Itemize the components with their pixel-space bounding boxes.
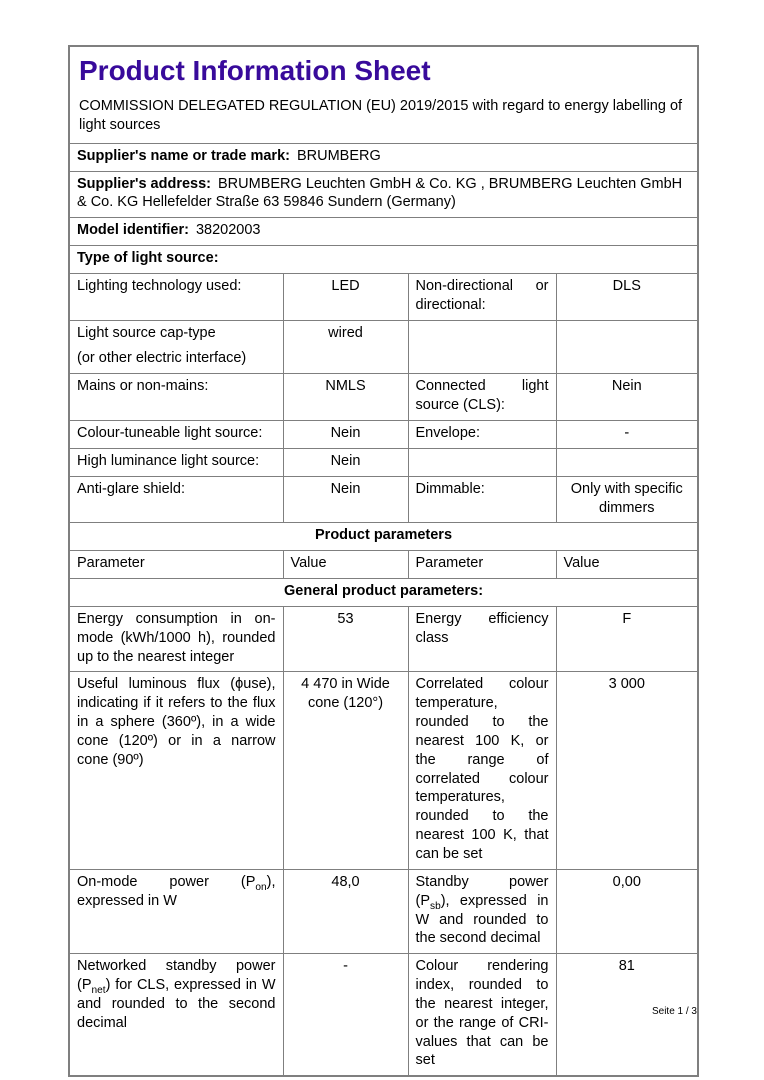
table-row: [69, 420, 698, 448]
value-cell: 0,00: [556, 869, 698, 953]
page-title: Product Information Sheet: [79, 55, 431, 86]
param-cell: Colour-tuneable light source:: [69, 420, 283, 448]
product-parameters-header-row: [69, 523, 698, 551]
param-text: ), expressed in W and rounded to the second decimal: [415, 892, 549, 947]
param-line-1: Light source cap-type: [77, 324, 216, 341]
table-row: [69, 606, 698, 672]
type-of-light-source-row: [69, 246, 698, 274]
param-cell: High luminance light source:: [69, 448, 283, 476]
value-cell: Nein: [283, 448, 408, 476]
value-cell: 4 470 in Wide cone (120°): [283, 672, 408, 869]
param-cell: Mains or non-mains:: [69, 374, 283, 421]
value-cell: NMLS: [283, 374, 408, 421]
model-identifier-cell: [69, 218, 698, 246]
general-parameters-header-row: [69, 579, 698, 607]
column-header-parameter-1: Parameter: [69, 551, 283, 579]
table-row: [69, 448, 698, 476]
param-text: Networked standby power (P: [77, 958, 276, 994]
param-cell: Dimmable:: [408, 476, 556, 523]
param-text: ) for CLS, expressed in W and rounded to the second decimal: [77, 977, 276, 1031]
table-row: [69, 869, 698, 953]
supplier-name-value: BRUMBERG: [296, 147, 381, 164]
param-subscript: sb: [430, 900, 441, 912]
param-subscript: net: [91, 984, 106, 996]
column-header-parameter-2: Parameter: [408, 551, 556, 579]
param-cell: Energy consumption in on-mode (kWh/1000 h), rounded up to the nearest integer: [69, 606, 283, 672]
regulation-subtitle: COMMISSION DELEGATED REGULATION (EU) 2019/2015 with regard to energy labelling of light sources: [79, 98, 683, 133]
title-row: [69, 46, 698, 143]
table-row: [69, 273, 698, 320]
product-info-table: [68, 45, 699, 1077]
value-cell: -: [283, 954, 408, 1077]
value-cell: DLS: [556, 273, 698, 320]
param-cell: Envelope:: [408, 420, 556, 448]
param-cell: Energy efficiency class: [408, 606, 556, 672]
type-of-light-source-heading: Type of light source:: [77, 250, 219, 267]
model-identifier-label: Model identifier:: [77, 222, 189, 239]
supplier-address-label: Supplier's address:: [77, 175, 211, 192]
value-cell: Nein: [283, 420, 408, 448]
value-cell: [556, 448, 698, 476]
param-cell: Useful luminous flux (ϕuse), indicating if it refers to the flux in a sphere (360º), in a wide cone (120º) or in a narrow cone (90º): [69, 672, 283, 869]
value-cell: Nein: [556, 374, 698, 421]
param-cell: Lighting technology used:: [69, 273, 283, 320]
column-header-value-1: Value: [283, 551, 408, 579]
value-cell: Nein: [283, 476, 408, 523]
supplier-name-row: [69, 143, 698, 171]
param-cell: Connected light source (CLS):: [408, 374, 556, 421]
param-cell: Colour rendering index, rounded to the nearest integer, or the range of CRI-values that can be set: [408, 954, 556, 1077]
title-cell: [69, 46, 698, 143]
param-cell: [69, 320, 283, 374]
supplier-address-cell: [69, 171, 698, 218]
param-subscript: on: [255, 881, 267, 893]
product-parameters-heading: Product parameters: [69, 523, 698, 551]
param-cell: Anti-glare shield:: [69, 476, 283, 523]
param-line-2: (or other electric interface): [77, 350, 247, 367]
param-cell: Non-directional or directional:: [408, 273, 556, 320]
value-cell: -: [556, 420, 698, 448]
param-cell: [408, 869, 556, 953]
table-row: [69, 374, 698, 421]
column-headers-row: [69, 551, 698, 579]
value-cell: F: [556, 606, 698, 672]
table-row: [69, 672, 698, 869]
general-parameters-heading: General product parameters:: [69, 579, 698, 607]
param-cell: [408, 448, 556, 476]
param-cell: [69, 869, 283, 953]
table-row: [69, 320, 698, 374]
table-row: [69, 476, 698, 523]
value-cell: 3 000: [556, 672, 698, 869]
value-cell: Only with specific dimmers: [556, 476, 698, 523]
supplier-name-cell: [69, 143, 698, 171]
param-text: On-mode power (P: [77, 873, 256, 890]
type-of-light-source-cell: [69, 246, 698, 274]
value-cell: wired: [283, 320, 408, 374]
value-cell: 53: [283, 606, 408, 672]
model-identifier-row: [69, 218, 698, 246]
supplier-address-row: [69, 171, 698, 218]
supplier-name-label: Supplier's name or trade mark:: [77, 147, 290, 164]
value-cell: 81: [556, 954, 698, 1077]
supplier-address-value: BRUMBERG Leuchten GmbH & Co. KG , BRUMBERG Leuchten GmbH & Co. KG Hellefelder Straße 63 59846 Sundern (Germany): [77, 175, 683, 211]
param-text: ), expressed in W: [77, 873, 276, 909]
value-cell: [556, 320, 698, 374]
column-header-value-2: Value: [556, 551, 698, 579]
param-text: Standby power (P: [415, 873, 549, 909]
value-cell: 48,0: [283, 869, 408, 953]
page-number: Seite 1 / 3: [651, 1006, 697, 1017]
model-identifier-value: 38202003: [195, 222, 261, 239]
value-cell: LED: [283, 273, 408, 320]
param-cell: Correlated colour temperature, rounded to the nearest 100 K, or the range of correlated colour temperatures, rounded to the nearest 100 K, that can be set: [408, 672, 556, 869]
param-cell: [408, 320, 556, 374]
